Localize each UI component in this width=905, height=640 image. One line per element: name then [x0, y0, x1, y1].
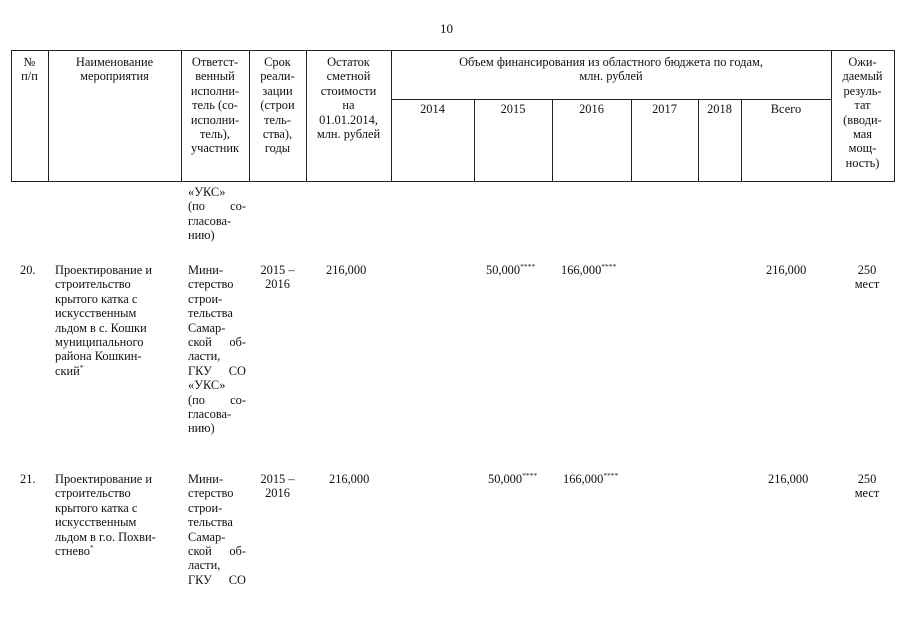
row-value-2016: 166,000**** — [563, 470, 619, 486]
row-value-2015: 50,000**** — [486, 261, 536, 277]
header-year-2015: 2015 — [500, 102, 526, 116]
continuation-line: гласова- нию) — [188, 213, 232, 243]
row-result: 250 мест — [854, 263, 880, 292]
row-number: 21. — [20, 472, 36, 486]
header-year-2017: 2017 — [652, 102, 677, 116]
row-value-total: 216,000 — [768, 472, 809, 486]
grid-line — [894, 50, 895, 182]
header-col-responsible: Ответст- венный исполни- тель (со- исполни- тель), участник — [190, 55, 240, 156]
header-year-2018: 2018 — [707, 102, 732, 116]
header-col-result: Ожи- даемый резуль- тат (вводи- мая мощ- ность) — [842, 55, 883, 170]
header-year-2014: 2014 — [420, 102, 445, 116]
header-col-remaining-cost: Остаток сметной стоимости на 01.01.2014, млн. рублей — [316, 55, 381, 142]
row-number: 20. — [20, 263, 36, 277]
row-value-total: 216,000 — [766, 263, 807, 277]
header-years-border — [391, 99, 831, 100]
header-col-funding: Объем финансирования из областного бюджета по годам, млн. рублей — [459, 55, 763, 84]
row-name: Проектирование и строительство крытого катка с искусственным льдом в г.о. Похви- стнево* — [55, 472, 156, 559]
row-value-2016: 166,000**** — [561, 261, 617, 277]
header-year-2016: 2016 — [579, 102, 604, 116]
page-number: 10 — [440, 21, 453, 36]
row-remaining-cost: 216,000 — [329, 472, 370, 486]
row-remaining-cost: 216,000 — [326, 263, 367, 277]
row-name: Проектирование и строительство крытого катка с искусственным льдом в с. Кошки муниципального района Кошкин- ский* — [55, 263, 152, 378]
header-bottom-border — [11, 181, 895, 182]
row-value-2015: 50,000**** — [488, 470, 538, 486]
continuation-line: (по со- — [188, 199, 246, 214]
header-col-no: № п/п — [21, 55, 38, 84]
header-top-border — [11, 50, 895, 51]
header-year-total: Всего — [770, 102, 802, 116]
row-result: 250 мест — [854, 472, 880, 501]
row-term: 2015 – 2016 — [260, 472, 295, 501]
row-term: 2015 – 2016 — [260, 263, 295, 292]
continuation-line: «УКС» — [188, 185, 226, 199]
header-col-term: Срок реали- зации (строи тель- ства), годы — [260, 55, 295, 156]
header-col-name: Наименование мероприятия — [75, 55, 154, 84]
